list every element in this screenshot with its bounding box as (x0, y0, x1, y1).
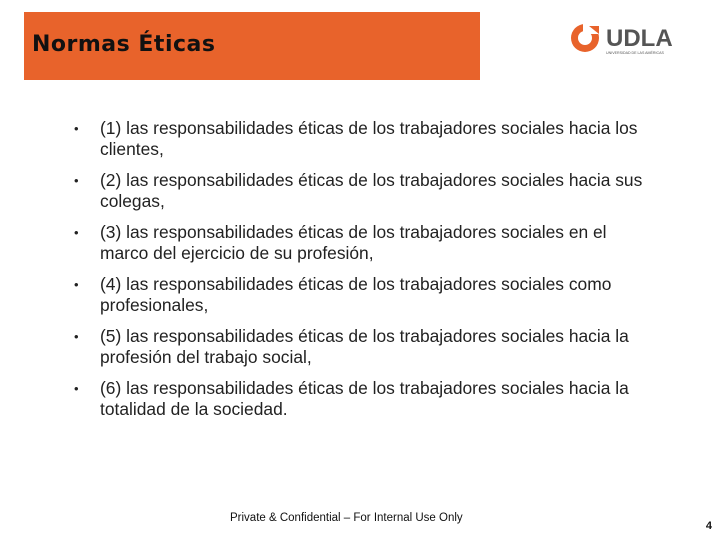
bullet-icon: • (74, 277, 79, 292)
bullet-item (70, 118, 650, 160)
footer-confidential: Private & Confidential – For Internal Use Only (230, 512, 463, 524)
bullet-text: (5) las responsabilidades éticas de los trabajadores sociales hacia la profesión del trabajo social, (100, 326, 629, 367)
logo-wordmark: UDLA (606, 25, 673, 52)
bullet-icon: • (74, 121, 79, 136)
logo-subtitle: UNIVERSIDAD DE LAS AMÉRICAS (606, 51, 664, 55)
bullet-item (70, 222, 650, 264)
bullet-item (70, 170, 650, 212)
bullet-text: (3) las responsabilidades éticas de los trabajadores sociales en el marco del ejercicio de su profesión, (100, 222, 607, 263)
bullet-icon: • (74, 329, 79, 344)
slide-title: Normas Éticas (32, 32, 216, 57)
page-number: 4 (705, 520, 712, 532)
bullet-icon: • (74, 381, 79, 396)
bullet-icon: • (74, 173, 79, 188)
bullet-item (70, 326, 650, 368)
udla-logo (568, 22, 688, 56)
title-banner (24, 12, 480, 80)
bullet-text: (4) las responsabilidades éticas de los trabajadores sociales como profesionales, (100, 274, 612, 315)
bullet-item (70, 378, 650, 420)
bullet-icon: • (74, 225, 79, 240)
bullet-list (70, 118, 650, 430)
udla-logo-icon (571, 22, 601, 52)
bullet-text: (1) las responsabilidades éticas de los trabajadores sociales hacia los clientes, (100, 118, 638, 159)
bullet-text: (2) las responsabilidades éticas de los trabajadores sociales hacia sus colegas, (100, 170, 643, 211)
bullet-text: (6) las responsabilidades éticas de los trabajadores sociales hacia la totalidad de la sociedad. (100, 378, 629, 419)
bullet-item (70, 274, 650, 316)
